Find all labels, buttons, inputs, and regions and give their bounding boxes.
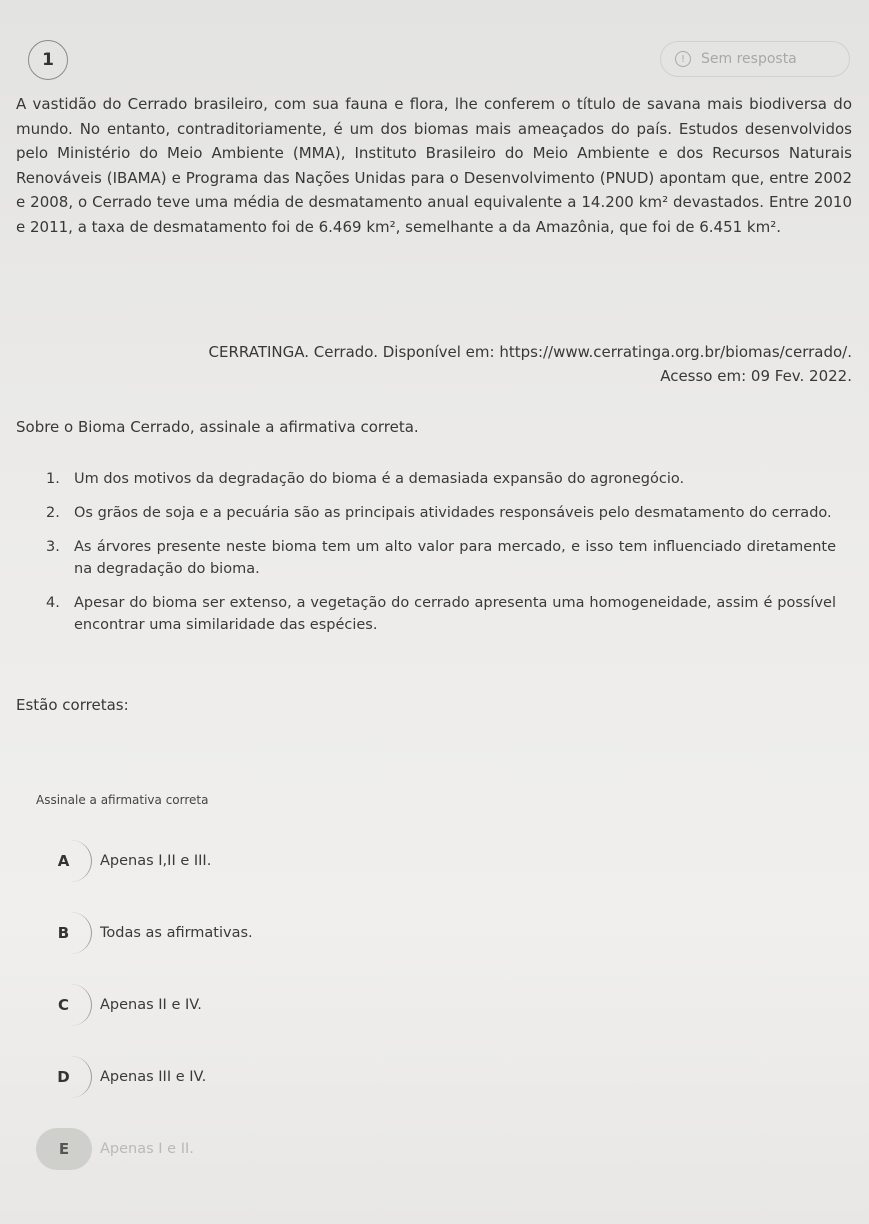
list-item (46, 468, 836, 490)
option-text: Apenas I e II. (100, 1141, 194, 1157)
question-number: 1 (42, 50, 54, 70)
item-text: As árvores presente neste bioma tem um alto valor para mercado, e isso tem influenciado diretamente na degradação do bioma. (74, 539, 836, 577)
option-c[interactable] (36, 982, 253, 1028)
option-b[interactable] (36, 910, 253, 956)
option-text: Apenas I,II e III. (100, 853, 212, 869)
info-circle-icon: ! (675, 51, 691, 67)
option-d[interactable] (36, 1054, 253, 1100)
item-text: Os grãos de soja e a pecuária são as principais atividades responsáveis pelo desmatamento do cerrado. (74, 505, 832, 521)
reference-source: CERRATINGA. Cerrado. Disponível em: https://www.cerratinga.org.br/biomas/cerrado/. (208, 343, 852, 361)
list-item (46, 536, 836, 580)
option-a[interactable] (36, 838, 253, 884)
option-letter: E (36, 1128, 92, 1170)
answer-status-badge (660, 41, 850, 77)
reference-block (16, 340, 852, 388)
question-number-badge (28, 40, 68, 80)
question-subtitle: Estão corretas: (16, 696, 129, 714)
option-letter: D (36, 1056, 92, 1098)
instruction-text: Sobre o Bioma Cerrado, assinale a afirmativa correta. (16, 418, 419, 436)
item-number: 3. (46, 539, 60, 555)
option-text: Todas as afirmativas. (100, 925, 253, 941)
question-statement: A vastidão do Cerrado brasileiro, com sua fauna e flora, lhe conferem o título de savana mais biodiversa do mundo. No entanto, contraditoriamente, é um dos biomas mais ameaçados do país. Estudos desenvolvidos pelo Ministério do Meio Ambiente (MMA), Instituto Brasileiro do Meio Ambiente e dos Recursos Naturais Renováveis (IBAMA) e Programa das Nações Unidas para o Desenvolvimento (PNUD) apontam que, entre 2002 e 2008, o Cerrado teve uma média de desmatamento anual equivalente a 14.200 km² devastados. Entre 2010 e 2011, a taxa de desmatamento foi de 6.469 km², semelhante a da Amazônia, que foi de 6.451 km². (16, 95, 852, 236)
list-item (46, 592, 836, 636)
option-text: Apenas III e IV. (100, 1069, 207, 1085)
item-text: Um dos motivos da degradação do bioma é a demasiada expansão do agronegócio. (74, 471, 685, 487)
option-e[interactable] (36, 1126, 253, 1172)
reference-accessed: Acesso em: 09 Fev. 2022. (660, 367, 852, 385)
item-number: 4. (46, 595, 60, 611)
statements-list (46, 468, 836, 648)
answer-status-text: Sem resposta (701, 51, 797, 67)
option-letter: B (36, 912, 92, 954)
item-number: 1. (46, 471, 60, 487)
answer-options (36, 838, 253, 1198)
list-item (46, 502, 836, 524)
answer-prompt: Assinale a afirmativa correta (36, 793, 209, 807)
item-text: Apesar do bioma ser extenso, a vegetação do cerrado apresenta uma homogeneidade, assim é possível encontrar uma similaridade das espécies. (74, 595, 836, 633)
option-letter: A (36, 840, 92, 882)
option-letter: C (36, 984, 92, 1026)
item-number: 2. (46, 505, 60, 521)
option-text: Apenas II e IV. (100, 997, 202, 1013)
